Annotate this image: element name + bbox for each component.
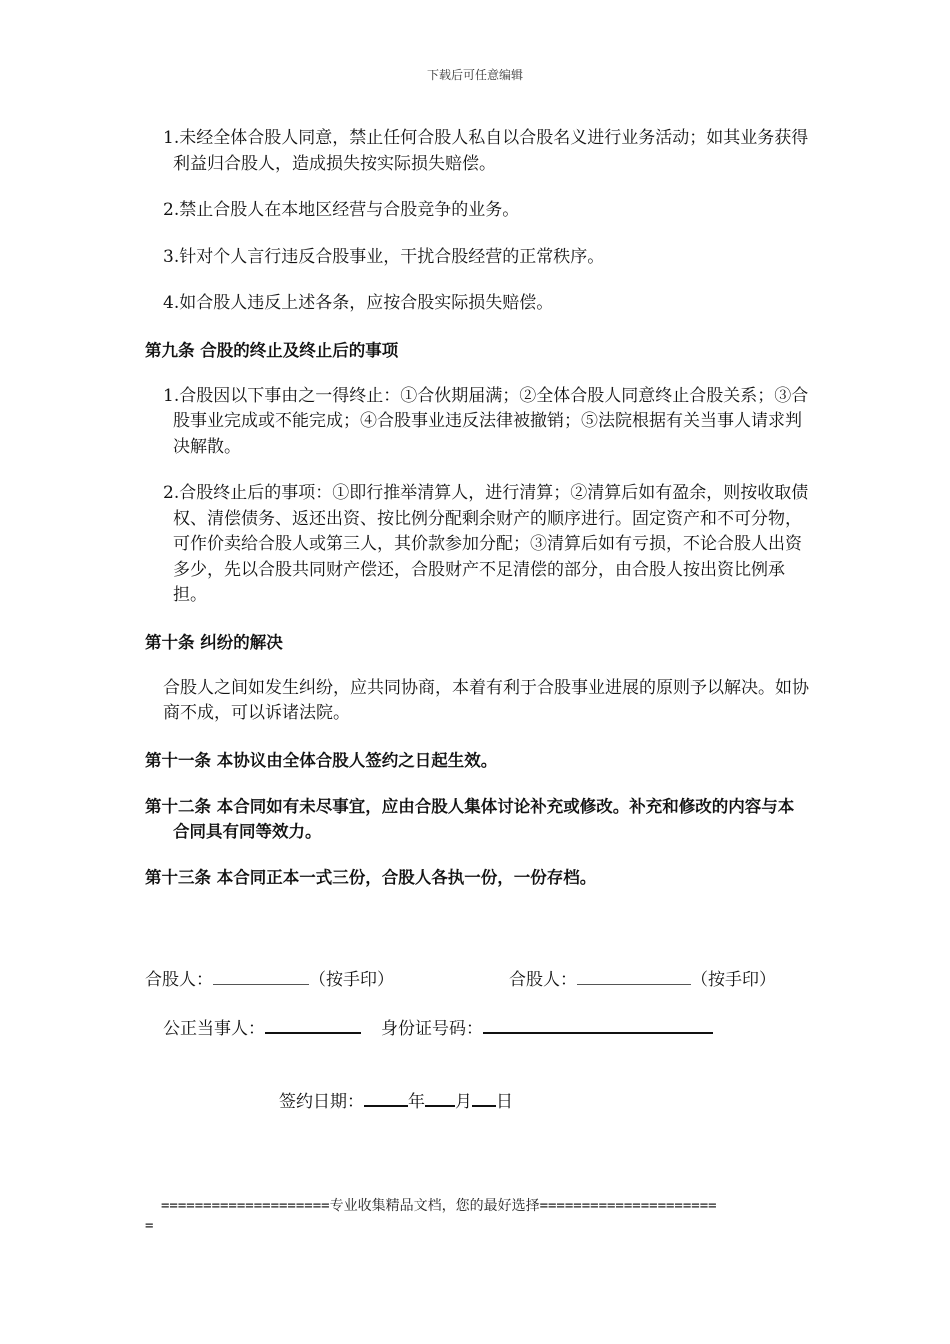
article-13: 第十三条 本合同正本一式三份，合股人各执一份，一份存档。 (145, 867, 597, 887)
article-10-text: 合股人之间如发生纠纷，应共同协商，本着有利于合股事业进展的原则予以解决。如协商不成，可以诉诸法院。 (163, 677, 809, 723)
list-item: 2.禁止合股人在本地区经营与合股竞争的业务。 (163, 200, 520, 220)
page-header: 下载后可任意编辑 (426, 68, 523, 82)
page-footer (145, 1196, 810, 1236)
partner-signature-right (509, 966, 776, 992)
partner-label: 合股人： (509, 970, 577, 990)
id-number-blank[interactable] (483, 1014, 713, 1034)
notary-label: 公正当事人： (163, 1019, 265, 1039)
partner-label: 合股人： (145, 970, 213, 990)
list-item: 2.合股终止后的事项：①即行推举清算人，进行清算；②清算后如有盈余，则按收取债权、清偿债务、返还出资、按比例分配剩余财产的顺序进行。固定资产和不可分物，可作价卖给合股人或第三人，其价款参加分配；③清算后如有亏损，不论合股人出资多少，先以合股共同财产偿还，合股财产不足清偿的部分，由合股人按出资比例承担。 (163, 483, 809, 605)
day-label: 日 (496, 1092, 513, 1112)
month-blank[interactable] (425, 1087, 455, 1107)
signing-date-row (279, 1087, 513, 1114)
fingerprint-label: （按手印） (691, 970, 776, 990)
list-item: 3.针对个人言行违反合股事业，干扰合股经营的正常秩序。 (163, 246, 605, 267)
year-blank[interactable] (364, 1087, 408, 1107)
partner-signature-left (145, 966, 394, 992)
month-label: 月 (455, 1092, 472, 1112)
footer-line: = (145, 1218, 154, 1234)
list-item: 4.如合股人违反上述各条，应按合股实际损失赔偿。 (163, 293, 554, 313)
article-9-heading: 第九条 合股的终止及终止后的事项 (145, 340, 399, 360)
signing-date-label: 签约日期： (279, 1092, 364, 1112)
notary-row (163, 1014, 713, 1041)
list-item: 1.未经全体合股人同意，禁止任何合股人私自以合股名义进行业务活动；如其业务获得利益归合股人，造成损失按实际损失赔偿。 (163, 128, 809, 174)
article-10-heading: 第十条 纠纷的解决 (145, 632, 283, 652)
id-number-label: 身份证号码： (381, 1019, 483, 1039)
fingerprint-label: （按手印） (309, 970, 394, 990)
article-11: 第十一条 本协议由全体合股人签约之日起生效。 (145, 750, 498, 770)
year-label: 年 (408, 1092, 425, 1112)
footer-line: ====================专业收集精品文档，您的最好选择===================== (161, 1198, 717, 1214)
day-blank[interactable] (472, 1087, 496, 1107)
article-12: 第十二条 本合同如有未尽事宜，应由合股人集体讨论补充或修改。补充和修改的内容与本合同具有同等效力。 (145, 796, 795, 841)
notary-signature-blank[interactable] (265, 1014, 361, 1034)
list-item: 1.合股因以下事由之一得终止：①合伙期届满；②全体合股人同意终止合股关系；③合股事业完成或不能完成；④合股事业违反法律被撤销；⑤法院根据有关当事人请求判决解散。 (163, 385, 809, 457)
partner-signature-blank[interactable] (213, 966, 309, 985)
partner-signature-blank[interactable] (577, 966, 691, 985)
document-body (145, 126, 810, 890)
